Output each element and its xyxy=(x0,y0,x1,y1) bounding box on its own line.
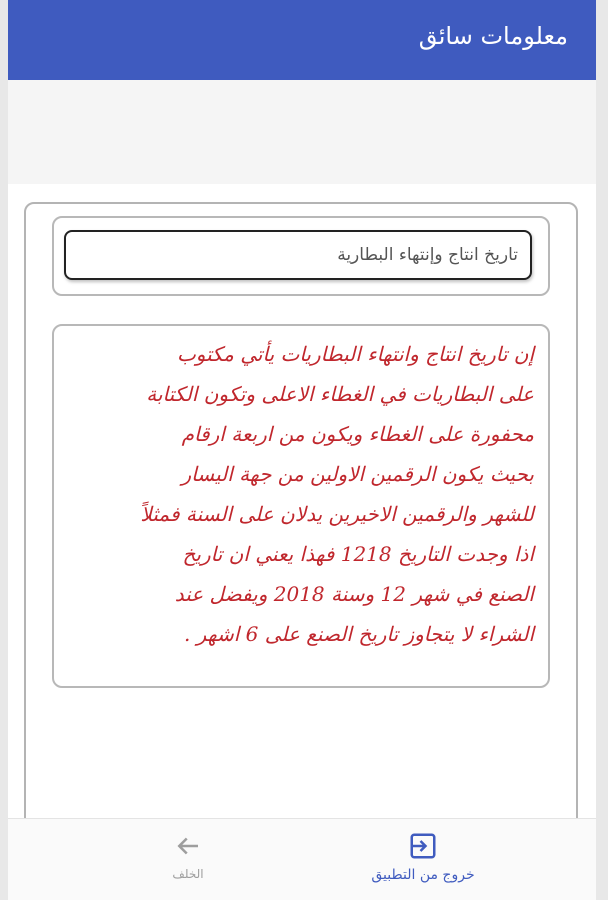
topic-field[interactable]: تاريخ انتاج وإنتهاء البطارية xyxy=(64,230,532,280)
info-line: إن تاريخ انتاج وانتهاء البطاريات يأتي مكتوب xyxy=(176,342,534,366)
exit-app-button[interactable] xyxy=(338,819,508,900)
info-line: بحيث يكون الرقمين الاولين من جهة اليسار xyxy=(181,462,534,486)
exit-app-label: خروج من التطبيق xyxy=(371,867,475,883)
info-line: محفورة على الغطاء ويكون من اربعة ارقام xyxy=(181,422,534,446)
back-label: الخلف xyxy=(172,867,204,881)
info-text xyxy=(68,334,534,654)
exit-to-app-icon xyxy=(408,831,438,861)
info-box xyxy=(52,324,550,688)
info-line: اذا وجدت التاريخ 1218 فهذا يعني ان تاريخ xyxy=(182,542,534,566)
info-line: للشهر والرقمين الاخيرين يدلان على السنة فمثلاً xyxy=(140,502,534,526)
arrow-back-icon xyxy=(173,831,203,861)
info-line: على البطاريات في الغطاء الاعلى وتكون الكتابة xyxy=(146,382,534,406)
app-screen xyxy=(8,0,596,900)
info-line: الصنع في شهر 12 وسنة 2018 ويفضل عند xyxy=(174,582,534,606)
content-card xyxy=(24,202,578,866)
app-bar xyxy=(8,0,596,80)
search-container xyxy=(52,216,550,296)
back-button[interactable] xyxy=(138,819,238,900)
info-line: الشراء لا يتجاوز تاريخ الصنع على 6 اشهر . xyxy=(183,622,534,646)
page-title: معلومات سائق xyxy=(418,22,568,50)
header-spacer xyxy=(8,80,596,184)
bottom-navigation xyxy=(8,818,596,900)
